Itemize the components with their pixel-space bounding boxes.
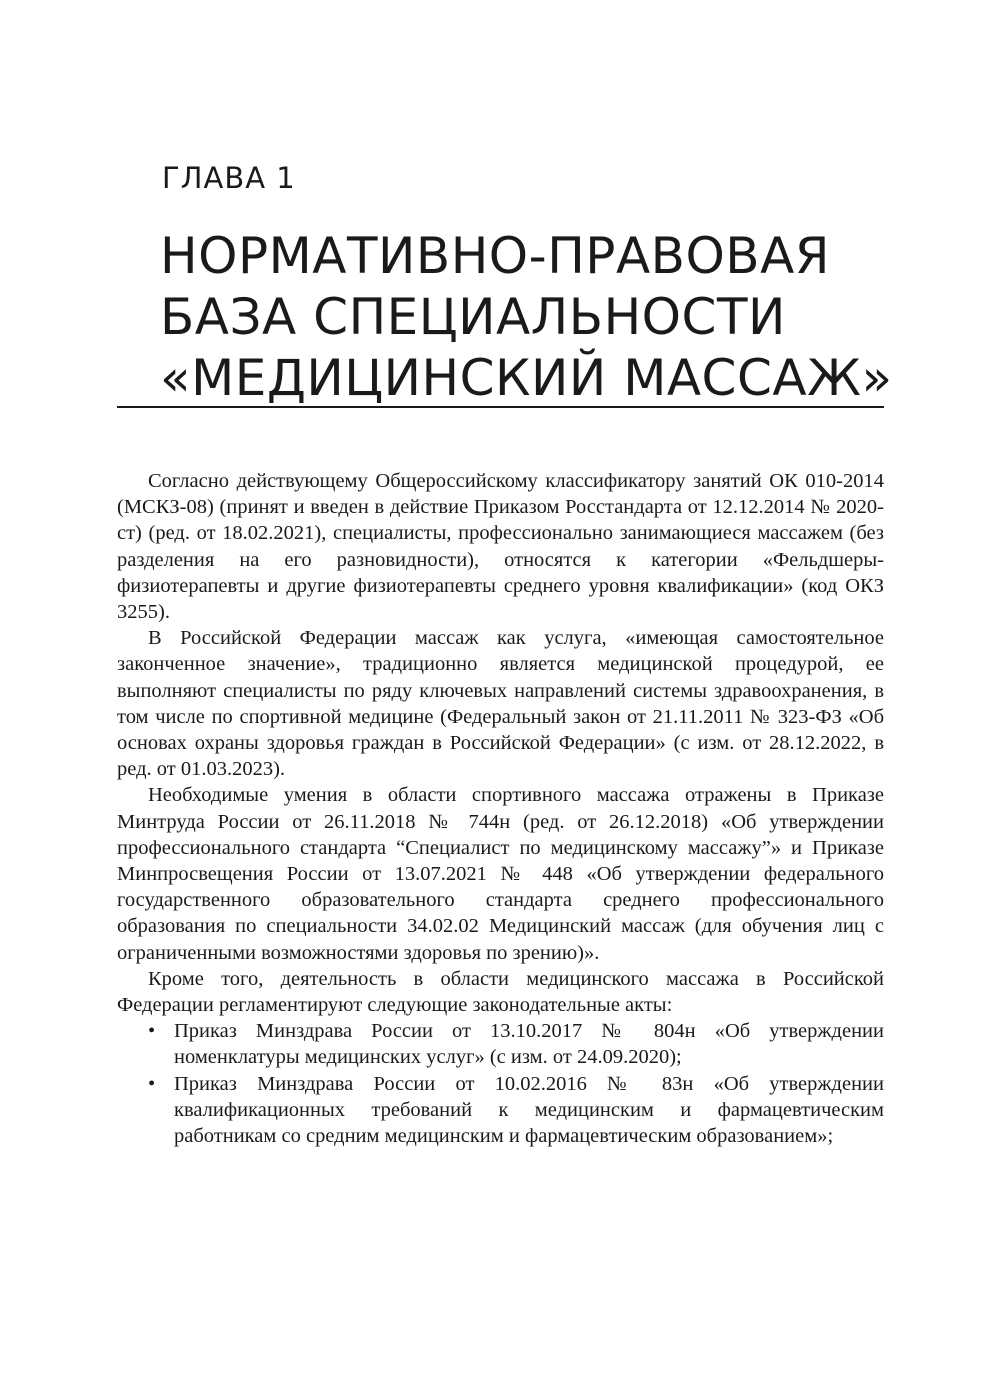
chapter-label: ГЛАВА 1 xyxy=(162,161,296,195)
chapter-title-line: БАЗА СПЕЦИАЛЬНОСТИ xyxy=(160,288,786,346)
paragraph: Необходимые умения в области спортивного массажа отражены в Приказе Минтруда России от 26.11.2018 № 744н (ред. от 26.12.2018) «Об утверждении профессионального стандарта “Специалист по медицинскому массажу”» и Приказе Минпросвещения России от 13.07.2021 № 448 «Об утверждении федерального государственного образовательного стандарта среднего профессионального образования по специальности 34.02.02 Медицинский массаж (для обучения лиц с ограниченными возможностями здоровья по зрению)». xyxy=(117,784,884,964)
chapter-title-line: НОРМАТИВНО-ПРАВОВАЯ xyxy=(160,227,831,285)
paragraph: В Российской Федерации массаж как услуга, «имеющая самостоятельное законченное значение», традиционно является медицинской процедурой, ее выполняют специалисты по ряду ключевых направлений системы здравоохранения, в том числе по спортивной медицине (Федеральный закон от 21.11.2011 № 323-ФЗ «Об основах охраны здоровья граждан в Российской Федерации» (с изм. от 28.12.2022, в ред. от 01.03.2023). xyxy=(117,627,884,781)
title-divider xyxy=(117,406,884,408)
list-item xyxy=(117,1071,884,1150)
legislation-list xyxy=(117,1018,884,1149)
body-text xyxy=(117,468,884,1149)
bullet-icon: • xyxy=(148,1072,156,1095)
paragraph: Кроме того, деятельность в области медицинского массажа в Российской Федерации регламентируют следующие законодательные акты: xyxy=(117,967,884,1017)
list-item-text: Приказ Минздрава России от 13.10.2017 № 804н «Об утверждении номенклатуры медицинских услуг» (с изм. от 24.09.2020); xyxy=(174,1020,884,1069)
paragraph: Согласно действующему Общероссийскому классификатору занятий ОК 010-2014 (МСКЗ-08) (принят и введен в действие Приказом Росстандарта от 12.12.2014 № 2020-ст) (ред. от 18.02.2021), специалисты, профессионально занимающиеся массажем (без разделения на его разновидности), относятся к категории «Фельдшеры-физиотерапевты и другие физиотерапевты среднего уровня квалификации» (код ОКЗ 3255). xyxy=(117,470,884,624)
chapter-title-line: «МЕДИЦИНСКИЙ МАССАЖ» xyxy=(160,349,893,407)
bullet-icon: • xyxy=(148,1020,156,1043)
list-item xyxy=(117,1018,884,1070)
list-item-text: Приказ Минздрава России от 10.02.2016 № 83н «Об утверждении квалификационных требований к медицинским и фармацевтическим работникам со средним медицинским и фармацевтическим образованием»; xyxy=(174,1072,884,1148)
chapter-title xyxy=(160,226,940,409)
